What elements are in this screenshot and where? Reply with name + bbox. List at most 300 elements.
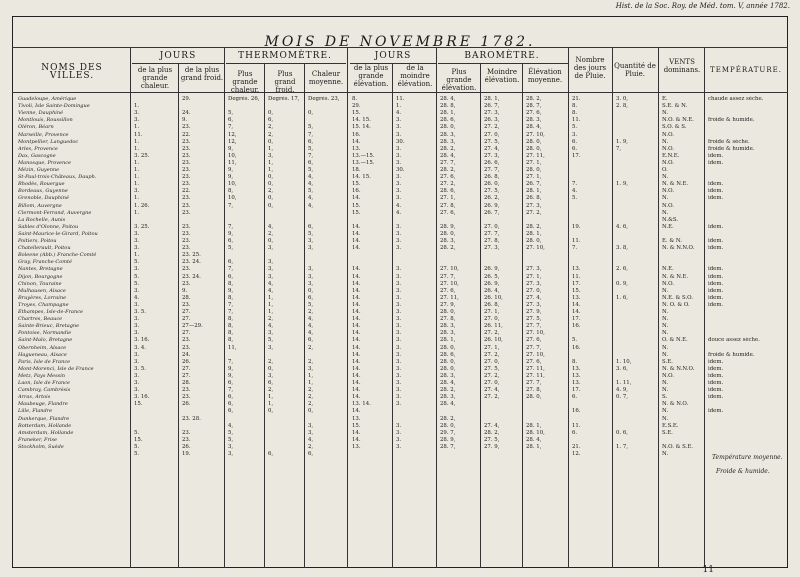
cell-v: N. — [662, 451, 669, 457]
cell-b3: 27. 6, — [526, 110, 542, 117]
header-vents: VENTS dominans. — [663, 58, 701, 74]
cell-j1: 3. — [134, 266, 140, 273]
city-name: Obernheim, Alsace — [18, 344, 67, 351]
cell-j1: 3. — [134, 287, 140, 294]
city-name: Guadeloupe, Amérique — [18, 96, 77, 102]
cell-e2: 3. — [396, 429, 402, 436]
city-name: Éthampes, Isle-de-France — [18, 309, 83, 315]
city-name: Gray, Franche-Comté — [18, 259, 72, 266]
cell-t1: 7, — [228, 309, 234, 315]
cell-e1: 8. — [352, 96, 358, 102]
page-title: MOIS DE NOVEMBRE 1782. — [264, 34, 536, 50]
city-name: St-Paul-trois-Châteaux, Dauph. — [18, 174, 97, 181]
cell-j1: 3. — [134, 323, 140, 330]
rule-jours2 — [350, 63, 436, 64]
cell-t3: 0, — [308, 408, 314, 415]
cell-e1: 14. — [352, 429, 361, 436]
cell-t3: 6, — [308, 223, 314, 230]
cell-j2: 23. — [182, 209, 191, 216]
cell-temp: idem. — [708, 287, 724, 294]
cell-b3: 27. 9, — [526, 309, 542, 315]
cell-v: N. & N.N.O. — [662, 365, 695, 372]
cell-e1: 14. — [352, 238, 361, 244]
cell-t1: 6, — [228, 273, 234, 280]
city-name: Arles, Provence — [18, 145, 58, 152]
cell-e1: 14. — [352, 394, 361, 401]
cell-j2: 27. — [182, 330, 191, 337]
cell-e2: 3. — [396, 365, 402, 372]
cell-t3: 0, — [308, 287, 314, 294]
cell-e1: 14. — [352, 344, 361, 351]
cell-t1: 9, — [228, 372, 234, 379]
cell-e1: 13.—15. — [352, 159, 375, 166]
cell-p: 6. — [572, 394, 578, 401]
cell-temp: idem. — [708, 273, 724, 280]
cell-e1: 14. — [352, 316, 361, 323]
cell-j1: 3. — [134, 230, 140, 237]
cell-b1: 28. 8, — [440, 103, 456, 110]
cell-b1: 28. 1, — [440, 337, 456, 344]
cell-b2: 27. 1, — [484, 344, 500, 351]
cell-j1: 3. — [134, 316, 140, 323]
cell-t1: 10, — [228, 181, 237, 188]
cell-b1: 28. 3, — [440, 131, 456, 138]
cell-p: 4. — [572, 188, 578, 195]
cell-b3: 28. 3, — [526, 117, 542, 124]
cell-t1: 3, — [228, 451, 234, 457]
cell-j2: 23. — [182, 344, 191, 351]
cell-j2: 28. — [182, 294, 191, 301]
cell-v: N. — [662, 415, 669, 422]
cell-e2: 30. — [396, 138, 405, 145]
cell-j2: 23. — [182, 394, 191, 401]
cell-e2: 3. — [396, 316, 402, 323]
cell-e2: 3. — [396, 266, 402, 273]
cell-b2: 26. 10, — [484, 337, 503, 344]
cell-e1: 15. 14. — [352, 124, 371, 131]
cell-v: E. — [662, 96, 668, 102]
cell-e1: 13. 14. — [352, 401, 371, 408]
cell-v: N. — [662, 309, 669, 315]
cell-e1: 14. — [352, 287, 361, 294]
cell-t3: 4, — [308, 330, 314, 337]
cell-j2: 23. — [182, 266, 191, 273]
city-name: Bordeaux, Guyenne — [18, 188, 68, 195]
city-name: Sainte-Brieuc, Bretagne — [18, 323, 80, 330]
cell-v: E.S.E. — [662, 422, 679, 429]
cell-e2: 3. — [396, 380, 402, 386]
cell-v: N. — [662, 287, 669, 294]
cell-b2: 27. 5, — [484, 188, 500, 195]
cell-e2: 3. — [396, 351, 402, 358]
cell-b1: 28. 7, — [440, 443, 456, 450]
cell-b2: 26. 9, — [484, 266, 500, 273]
cell-e2: 1. — [396, 103, 402, 110]
cell-v: N. — [662, 138, 669, 145]
cell-b1: 28. 3, — [440, 238, 456, 244]
cell-e1: 16. — [352, 188, 361, 195]
cell-j1: 3. 25. — [134, 152, 150, 159]
cell-t1: 8, — [228, 323, 234, 330]
cell-t3: 2, — [308, 344, 314, 351]
cell-v: N. & N.O. — [662, 401, 689, 408]
cell-b1: 28. 0, — [440, 422, 456, 429]
cell-b3: 27. 10, — [526, 351, 545, 358]
cell-j1: 11. — [134, 131, 143, 138]
cell-t1: 8, — [228, 337, 234, 344]
cell-t2: 2, — [268, 188, 274, 195]
cell-t2: 4, — [268, 287, 274, 294]
cell-t1: 9, — [228, 287, 234, 294]
cell-j2: 9. — [182, 287, 188, 294]
cell-j1: 5. — [134, 273, 140, 280]
cell-t3: 2, — [308, 394, 314, 401]
cell-j1: 3. 25. — [134, 223, 150, 230]
cell-b2: 27. 4, — [484, 145, 500, 152]
cell-b1: 28. 0, — [440, 344, 456, 351]
cell-b2: 28. 1, — [484, 96, 500, 102]
cell-v: N.E. & S.O. — [662, 294, 693, 301]
cell-j1: 3. — [134, 372, 140, 379]
cell-t3: 4, — [308, 202, 314, 209]
cell-e2: 3. — [396, 323, 402, 330]
cell-t3: 4, — [308, 436, 314, 443]
cell-b3: 27. 11, — [526, 365, 545, 372]
cell-j1: 3. — [134, 110, 140, 117]
header-thermo-froid: Plus grand froid. — [274, 70, 296, 94]
cell-t1: 9, — [228, 145, 234, 152]
cell-j1: 3. 16. — [134, 394, 150, 401]
cell-e1: 13.—15. — [352, 152, 375, 159]
cell-t3: 5, — [308, 167, 314, 173]
header-jours2-elevation: de la plus grande élévation. — [353, 64, 389, 88]
cell-t1: 5, — [228, 245, 234, 252]
cell-t3: 3, — [308, 422, 314, 429]
header-thermo-chaleur: Plus grande chaleur. — [230, 70, 260, 94]
cell-t2: 2, — [268, 358, 274, 365]
cell-temp: idem. — [708, 245, 724, 252]
cell-t2: 5, — [268, 337, 274, 344]
cell-j1: 3. — [134, 188, 140, 195]
cell-j2: 23. 24. — [182, 259, 201, 266]
city-name: Chinon, Touraine — [18, 280, 62, 287]
cell-b2: 26. 8, — [484, 174, 500, 181]
cell-t1: 7, — [228, 301, 234, 308]
cell-e1: 14. — [352, 351, 361, 358]
cell-v: N. & N.E. — [662, 181, 689, 188]
cell-e1: 14. — [352, 245, 361, 252]
cell-v: S.E. & N. — [662, 103, 688, 110]
city-name: Stockholm, Suède — [18, 443, 64, 450]
cell-t3: 7, — [308, 152, 314, 159]
cell-t2: 1, — [268, 394, 274, 401]
cell-b3: 27. 10, — [526, 245, 545, 252]
cell-temp: idem. — [708, 152, 724, 159]
cell-t2: 6, — [268, 451, 274, 457]
cell-p: 17. — [572, 387, 581, 394]
cell-e1: 13. — [352, 443, 361, 450]
footer-line1: Température moyenne. — [712, 454, 783, 461]
cell-b2: 27. 9, — [484, 443, 500, 450]
cell-t2: 2, — [268, 131, 274, 138]
cell-b2: 27. 0, — [484, 316, 500, 323]
cell-t2: 4, — [268, 223, 274, 230]
cell-t1: 6, — [228, 238, 234, 244]
cell-e1: 14. — [352, 337, 361, 344]
cell-temp: idem. — [708, 365, 724, 372]
cell-e1: 15. — [352, 202, 361, 209]
cell-t3: Degrés. 23, — [308, 96, 340, 102]
cell-e2: 4. — [396, 110, 402, 117]
city-name: Hagueneau, Alsace — [18, 351, 67, 358]
cell-t3: 2, — [308, 358, 314, 365]
cell-j1: 4. — [134, 294, 140, 301]
cell-b1: 27. 10, — [440, 266, 459, 273]
cell-j2: 9. — [182, 117, 188, 124]
cell-e2: 3. — [396, 181, 402, 188]
cell-b2: 27. 5, — [484, 138, 500, 145]
cell-j2: 23. — [182, 280, 191, 287]
col-rule — [347, 47, 348, 568]
cell-b2: 27. 5, — [484, 365, 500, 372]
cell-t2: 1, — [268, 294, 274, 301]
cell-t3: 6, — [308, 138, 314, 145]
city-name: Cambray, Cambrésis — [18, 387, 71, 394]
cell-b1: 28. 0, — [440, 124, 456, 131]
cell-j1: 1. — [134, 159, 140, 166]
cell-v: N.E. — [662, 223, 674, 230]
cell-j1: 3. 16. — [134, 337, 150, 344]
cell-q: 0. 6, — [616, 429, 628, 436]
cell-e2: 3. — [396, 387, 402, 394]
cell-t2: 0, — [268, 408, 274, 415]
cell-b2: 26. 2, — [484, 195, 500, 202]
cell-t1: 12, — [228, 138, 237, 145]
cell-b3: 27. 11, — [526, 152, 545, 159]
cell-temp: idem. — [708, 195, 724, 202]
cell-q: 1. 6, — [616, 294, 628, 301]
cell-p: 17. — [572, 152, 581, 159]
cell-t3: 5, — [308, 124, 314, 131]
city-name: Billom, Auvergne — [18, 202, 62, 209]
cell-e1: 15. — [352, 181, 361, 188]
cell-q: 2. 6, — [616, 266, 628, 273]
cell-p: 8. — [572, 103, 578, 110]
cell-b2: 26. 3, — [484, 117, 500, 124]
cell-e1: 14. — [352, 266, 361, 273]
cell-e1: 14. — [352, 301, 361, 308]
cell-temp: froide & sèche. — [708, 138, 750, 145]
cell-j2: 24. — [182, 110, 191, 117]
cell-b1: 28. 0, — [440, 309, 456, 315]
cell-p: 11. — [572, 273, 581, 280]
cell-t1: 8, — [228, 280, 234, 287]
cell-p: 7. — [572, 245, 578, 252]
city-name: Laon, Isle de France — [18, 380, 70, 386]
cell-b2: 26. 9, — [484, 202, 500, 209]
header-jours2-abaissement: de la moindre élévation. — [397, 64, 433, 88]
cell-b3: 28. 7, — [526, 103, 542, 110]
cell-e2: 3. — [396, 273, 402, 280]
header-baro-group: BAROMÈTRE. — [464, 51, 540, 61]
cell-t1: 6, — [228, 117, 234, 124]
cell-temp: idem. — [708, 380, 724, 386]
cell-e1: 14. — [352, 273, 361, 280]
city-name: Vienne, Dauphiné — [18, 110, 64, 117]
cell-j1: 1. — [134, 252, 140, 259]
city-name: Saint-Maurice-le-Girard, Poitou — [18, 230, 98, 237]
cell-t1: 8, — [228, 316, 234, 323]
city-name: Dijon, Bourgogne — [18, 273, 63, 280]
cell-b2: 27. 0, — [484, 380, 500, 386]
cell-j1: 3. — [134, 380, 140, 386]
cell-b1: 28. 4, — [440, 380, 456, 386]
cell-temp: idem. — [708, 294, 724, 301]
cell-q: 1. 10, — [616, 358, 632, 365]
cell-e2: 3. — [396, 238, 402, 244]
cell-j2: 23. — [182, 301, 191, 308]
cell-b1: 28. 9, — [440, 223, 456, 230]
cell-b1: 29. 7, — [440, 429, 456, 436]
cell-j2: 24. — [182, 351, 191, 358]
cell-temp: froide & humide. — [708, 351, 755, 358]
cell-t1: 7, — [228, 223, 234, 230]
cell-t3: 3, — [308, 245, 314, 252]
cell-j1: 5. — [134, 443, 140, 450]
cell-temp: idem. — [708, 372, 724, 379]
cell-t2: 6, — [268, 380, 274, 386]
cell-b1: 28. 0, — [440, 358, 456, 365]
cell-t1: 6, — [228, 401, 234, 408]
cell-b1: 28. 1, — [440, 110, 456, 117]
cell-v: S. — [662, 394, 668, 401]
cell-j2: 26. — [182, 358, 191, 365]
cell-e1: 14. — [352, 294, 361, 301]
cell-t1: 7, — [228, 124, 234, 131]
cell-p: 17. — [572, 316, 581, 323]
cell-q: 1. 7, — [616, 443, 628, 450]
cell-t2: 1, — [268, 401, 274, 408]
cell-p: 16. — [572, 344, 581, 351]
cell-v: E. & N. — [662, 238, 682, 244]
cell-p: 5. — [572, 124, 578, 131]
cell-j1: 3. — [134, 387, 140, 394]
cell-temp: idem. — [708, 159, 724, 166]
city-name: Manosque, Provence — [18, 159, 71, 166]
cell-b2: 27. 1, — [484, 309, 500, 315]
cell-b3: 27. 3, — [526, 280, 542, 287]
cell-t1: 7, — [228, 266, 234, 273]
city-name: Lille, Flandre — [18, 408, 53, 415]
cell-b3: 26. 7, — [526, 181, 542, 188]
cell-v: N.O. — [662, 372, 674, 379]
cell-t2: 0, — [268, 138, 274, 145]
cell-b3: 27. 3, — [526, 266, 542, 273]
cell-p: 13. — [572, 380, 581, 386]
cell-v: N. — [662, 174, 669, 181]
cell-b2: 27. 8, — [484, 238, 500, 244]
cell-temp: idem. — [708, 408, 724, 415]
cell-j1: 3. — [134, 245, 140, 252]
cell-j2: 23. — [182, 181, 191, 188]
cell-b1: 28. 2, — [440, 415, 456, 422]
city-name: Mulhausen, Alsace — [18, 287, 66, 294]
cell-e2: 3. — [396, 131, 402, 138]
col-rule — [436, 47, 437, 568]
cell-e1: 14. — [352, 408, 361, 415]
cell-v: N. — [662, 209, 669, 216]
cell-t1: 11, — [228, 344, 237, 351]
cell-j2: 27—29. — [182, 323, 203, 330]
cell-e2: 3. — [396, 195, 402, 202]
cell-t2: 3, — [268, 245, 274, 252]
cell-t2: 3, — [268, 372, 274, 379]
cell-b3: 27. 11, — [526, 372, 545, 379]
rule-thermo — [226, 63, 346, 64]
cell-t3: 5, — [308, 301, 314, 308]
cell-j1: 1. — [134, 103, 140, 110]
cell-q: 1. 9, — [616, 181, 628, 188]
city-name: Arras, Artois — [18, 394, 51, 401]
cell-t2: 0, — [268, 365, 274, 372]
cell-j1: 5. — [134, 429, 140, 436]
cell-b3: 27. 1, — [526, 159, 542, 166]
cell-q: 3. 6, — [616, 365, 628, 372]
cell-j2: 23. — [182, 145, 191, 152]
cell-e1: 15. — [352, 422, 361, 429]
cell-j2: 23. — [182, 245, 191, 252]
cell-b2: 27. 7, — [484, 230, 500, 237]
cell-t3: 5, — [308, 145, 314, 152]
cell-j2: 23. — [182, 238, 191, 244]
cell-t3: 1, — [308, 372, 314, 379]
cell-v: N. — [662, 351, 669, 358]
cell-p: 6. — [572, 429, 578, 436]
cell-j1: 3. — [134, 238, 140, 244]
cell-e2: 3. — [396, 280, 402, 287]
cell-j2: 27. — [182, 372, 191, 379]
cell-j2: 23. — [182, 167, 191, 173]
cell-e2: 30. — [396, 167, 405, 173]
cell-b1: 28. 3, — [440, 323, 456, 330]
cell-b1: 28. 2, — [440, 167, 456, 173]
cell-j2: 22. — [182, 131, 191, 138]
cell-e1: 18. — [352, 167, 361, 173]
cell-v: N. — [662, 316, 669, 323]
cell-b3: 28. 0, — [526, 238, 542, 244]
cell-t2: 0, — [268, 181, 274, 188]
cell-p: 13. — [572, 294, 581, 301]
cell-e1: 14. — [352, 436, 361, 443]
city-name: Montpellier, Languedoc — [18, 138, 79, 145]
col-rule — [612, 47, 613, 568]
col-rule — [304, 63, 305, 568]
cell-j1: 15. — [134, 436, 143, 443]
cell-p: 12. — [572, 451, 581, 457]
cell-e1: 14. — [352, 380, 361, 386]
header-baro-moindre: Moindre élévation. — [484, 68, 520, 84]
cell-b3: 28. 4, — [526, 124, 542, 131]
cell-t1: 6, — [228, 394, 234, 401]
cell-b3: 27. 10, — [526, 131, 545, 138]
cell-j1: 1. — [134, 124, 140, 131]
col-rule — [522, 63, 523, 568]
cell-b3: 27. 2, — [526, 209, 542, 216]
cell-j2: 23. 28. — [182, 415, 201, 422]
cell-b1: 28. 9, — [440, 436, 456, 443]
city-name: Saint-Malo, Bretagne — [18, 337, 73, 344]
cell-t3: 4, — [308, 323, 314, 330]
